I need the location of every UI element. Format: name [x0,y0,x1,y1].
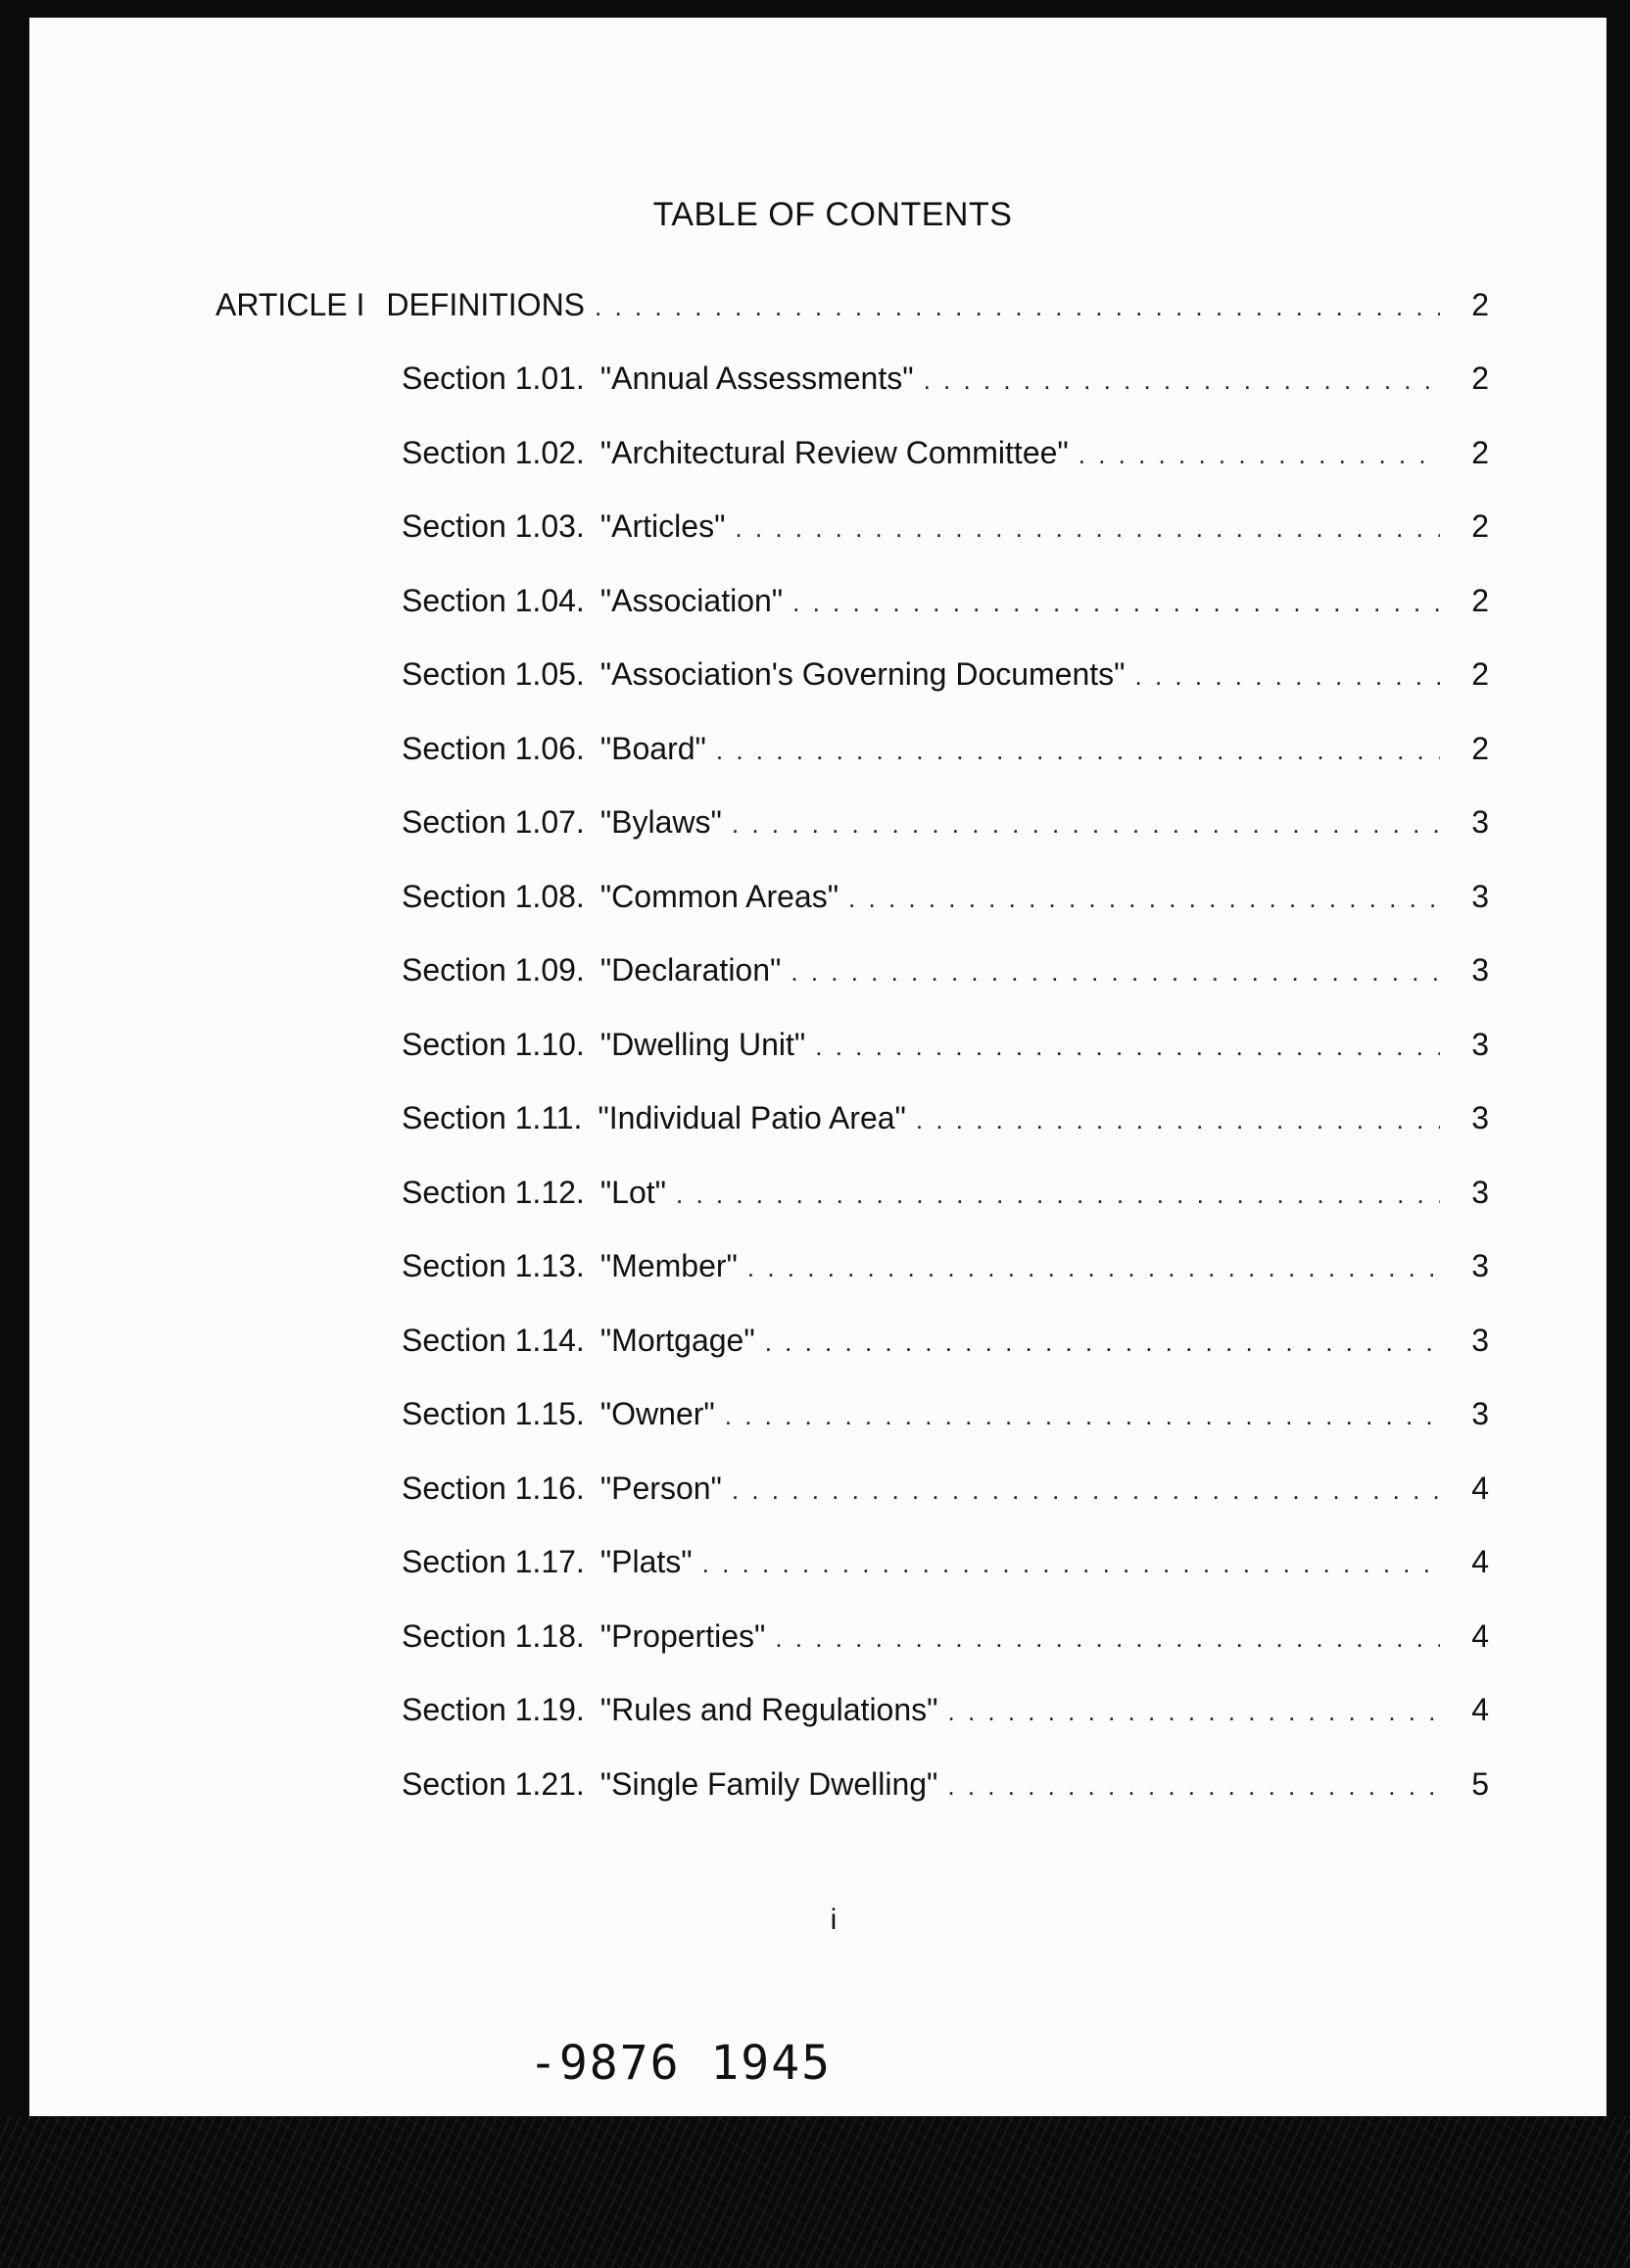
section-page: 3 [1471,1322,1489,1358]
section-page: 3 [1471,1026,1489,1062]
dot-leader [1135,661,1440,692]
toc-section-entry [402,731,1489,767]
section-label: "Board" [599,730,706,766]
section-page: 4 [1471,1617,1489,1654]
section-label: "Individual Patio Area" [598,1100,906,1135]
dot-leader [775,1623,1440,1654]
toc-section-entry [402,583,1489,619]
section-label: "Rules and Regulations" [599,1692,938,1727]
section-number: Section 1.02. [402,434,585,470]
dot-leader [924,365,1440,396]
toc-section-entry [402,1175,1489,1211]
toc-section-entry [402,1692,1489,1728]
section-number: Section 1.21. [402,1765,585,1802]
dot-leader [732,1475,1440,1506]
section-label: "Association" [599,582,784,618]
section-page: 2 [1471,508,1489,544]
dot-leader [765,1327,1440,1358]
section-number: Section 1.05. [402,656,585,692]
toc-section-entry [402,361,1489,397]
section-label: "Association's Governing Documents" [599,656,1126,692]
dot-leader [947,1771,1440,1802]
section-label: "Owner" [599,1396,715,1431]
dot-leader [747,1253,1440,1283]
section-number: Section 1.17. [402,1544,585,1579]
section-number: Section 1.15. [402,1396,585,1431]
section-number: Section 1.08. [402,878,585,914]
section-number: Section 1.18. [402,1617,585,1654]
section-label: "Annual Assessments" [599,361,914,396]
dot-leader [676,1180,1440,1210]
dot-leader [716,736,1440,766]
toc-section-entry [402,1396,1489,1432]
toc-section-entry [402,1100,1489,1136]
dot-leader [791,957,1440,988]
section-label: "Dwelling Unit" [599,1026,806,1062]
section-label: "Person" [599,1470,722,1506]
section-number: Section 1.14. [402,1322,585,1358]
page-title-text: TABLE OF CONTENTS [652,196,1013,233]
dot-leader [848,884,1440,914]
document-page [29,18,1606,2116]
toc-section-entry [402,1618,1489,1655]
section-number: Section 1.07. [402,804,585,840]
section-number: Section 1.12. [402,1174,585,1210]
article-label: DEFINITIONS [386,287,586,322]
section-label: "Member" [599,1248,738,1283]
article-number: ARTICLE I [216,287,365,322]
section-number: Section 1.01. [402,361,585,396]
section-page: 3 [1471,1396,1489,1431]
toc-section-entry [402,952,1489,989]
section-page: 3 [1471,878,1489,914]
section-page: 4 [1471,1692,1489,1727]
dot-leader [1079,440,1440,470]
document-stamp-number: -9876 1945 [529,2036,832,2091]
section-page: 4 [1471,1470,1489,1506]
toc-section-entry [402,1471,1489,1507]
section-label: "Plats" [599,1544,693,1579]
section-number: Section 1.04. [402,582,585,618]
dot-leader [702,1549,1440,1579]
toc-section-entry [402,1248,1489,1284]
toc-section-entry [402,656,1489,693]
dot-leader [725,1401,1440,1431]
section-label: "Articles" [599,508,726,544]
toc-section-entry [402,879,1489,915]
section-label: "Lot" [599,1174,666,1210]
section-page: 3 [1471,952,1489,988]
toc-section-entry [402,804,1489,841]
dot-leader [735,513,1440,544]
dot-leader [948,1697,1441,1727]
section-label: "Single Family Dwelling" [599,1765,938,1802]
section-number: Section 1.06. [402,730,585,766]
section-page: 2 [1471,361,1489,396]
dot-leader [792,588,1440,618]
section-number: Section 1.09. [402,952,585,988]
section-page: 2 [1471,582,1489,618]
section-label: "Common Areas" [599,878,839,914]
section-page: 2 [1471,656,1489,692]
dot-leader [916,1105,1440,1135]
dot-leader [815,1032,1440,1062]
section-label: "Bylaws" [599,804,722,840]
page-title [29,196,1606,234]
section-number: Section 1.03. [402,508,585,544]
toc-section-entry [402,508,1489,545]
section-label: "Architectural Review Committee" [599,434,1069,470]
section-page: 4 [1471,1544,1489,1579]
page-number: i [830,1904,838,1936]
section-label: "Mortgage" [599,1322,755,1358]
toc-section-entry [402,1544,1489,1580]
toc-article-entry [216,287,1489,323]
section-page: 3 [1471,1100,1489,1135]
section-page: 2 [1471,434,1489,470]
section-label: "Declaration" [599,952,782,988]
section-page: 5 [1471,1765,1489,1802]
toc-section-entry [402,1766,1489,1803]
dot-leader [595,292,1440,322]
section-page: 3 [1471,1174,1489,1210]
section-page: 2 [1471,730,1489,766]
section-number: Section 1.16. [402,1470,585,1506]
section-number: Section 1.19. [402,1692,585,1727]
section-number: Section 1.10. [402,1026,585,1062]
toc-section-entry [402,1027,1489,1063]
section-page: 3 [1471,804,1489,840]
scan-noise-strip [0,2116,1630,2268]
section-label: "Properties" [599,1617,766,1654]
dot-leader [732,809,1440,840]
section-number: Section 1.13. [402,1248,585,1283]
section-page: 3 [1471,1248,1489,1283]
article-page: 2 [1471,287,1489,322]
section-number: Section 1.11. [402,1100,583,1135]
toc-section-entry [402,1323,1489,1359]
toc-section-entry [402,435,1489,471]
